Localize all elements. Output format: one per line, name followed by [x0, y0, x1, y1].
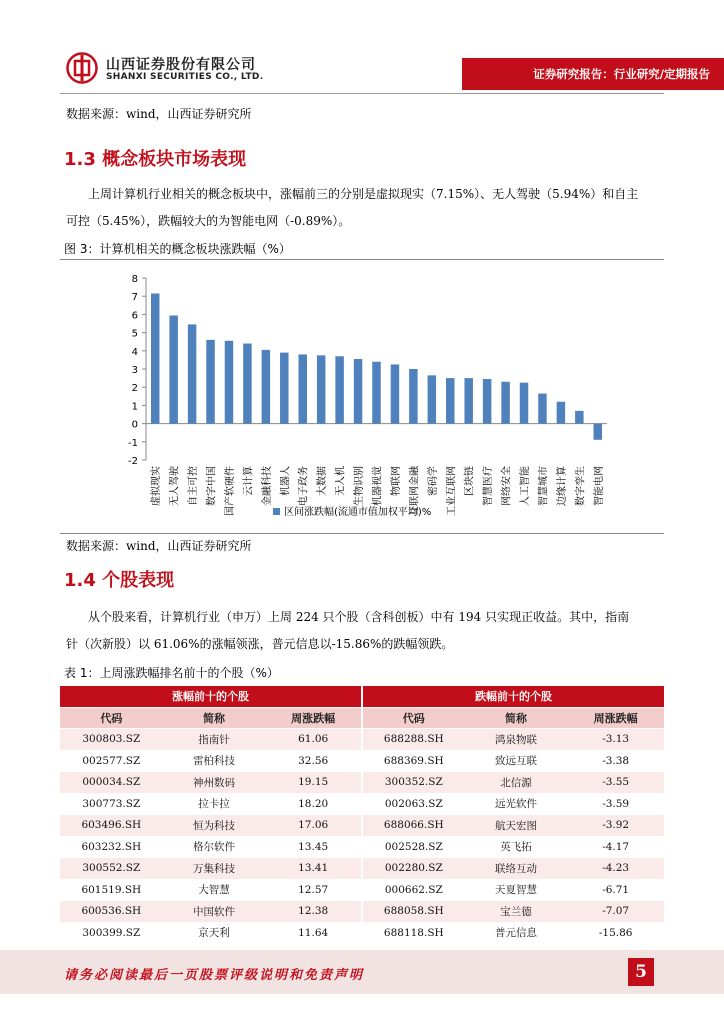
table-cell: 002063.SZ: [362, 793, 465, 815]
y-tick-label: 3: [131, 365, 138, 376]
chart-bar: [372, 362, 380, 424]
table-cell: 300399.SZ: [60, 922, 163, 944]
top-movers-table: [60, 686, 664, 944]
report-type-label: 证券研究报告：行业研究/定期报告: [533, 67, 710, 81]
x-tick-label: 云计算: [243, 466, 255, 496]
chart-bar: [206, 340, 214, 424]
x-tick-label: 人工智能: [520, 466, 532, 506]
table-cell: 13.45: [265, 836, 362, 858]
table-cell: -7.07: [567, 901, 664, 923]
table-cell: 宝兰德: [465, 901, 568, 923]
table-cell: 航天宏图: [465, 815, 568, 837]
y-tick-label: 6: [131, 310, 138, 322]
y-tick-label: -2: [128, 456, 138, 467]
chart-bar: [538, 394, 546, 424]
page-number: 5: [628, 958, 654, 986]
y-tick-label: 5: [131, 328, 138, 340]
x-tick-label: 无人机: [335, 466, 347, 496]
x-tick-label: 互联网金融: [409, 466, 421, 516]
table-row: [60, 858, 664, 880]
y-tick-label: 8: [131, 274, 138, 285]
x-tick-label: 工业互联网: [446, 466, 458, 516]
table-cell: 600536.SH: [60, 901, 163, 923]
chart-bar: [428, 375, 436, 423]
table-cell: 普元信息: [465, 922, 568, 944]
table-cell: 恒为科技: [163, 815, 266, 837]
column-header: 周涨跌幅: [567, 707, 664, 729]
y-tick-label: 1: [131, 401, 138, 413]
chart-bar: [446, 378, 454, 424]
table-cell: -4.23: [567, 858, 664, 880]
paragraph-1-3-line1: 上周计算机行业相关的概念板块中，涨幅前三的分别是虚拟现实（7.15%）、无人驾驶（5.94%）和自主: [88, 187, 639, 201]
x-tick-label: 虚拟现实: [151, 466, 163, 506]
table-cell: 雷柏科技: [163, 750, 266, 772]
group-header-gainers: 涨幅前十的个股: [60, 686, 362, 707]
x-tick-label: 无人驾驶: [169, 466, 181, 506]
chart-bar: [483, 379, 491, 424]
x-tick-label: 机器视觉: [372, 466, 384, 506]
table-cell: 英飞拓: [465, 836, 568, 858]
table-cell: 北信源: [465, 772, 568, 794]
figure-3-source: 数据来源：wind，山西证券研究所: [66, 539, 252, 553]
table-cell: 鸿泉物联: [465, 729, 568, 751]
header-divider: [60, 93, 664, 94]
chart-bar: [557, 402, 565, 424]
x-tick-label: 自主可控: [188, 466, 200, 506]
table-cell: 601519.SH: [60, 879, 163, 901]
table-row: [60, 729, 664, 751]
x-tick-label: 智能电网: [593, 466, 605, 506]
table-cell: 格尔软件: [163, 836, 266, 858]
table-cell: -4.17: [567, 836, 664, 858]
figure-bottom-rule: [60, 533, 664, 534]
company-name-cn: 山西证券股份有限公司: [106, 57, 256, 73]
column-header: 周涨跌幅: [265, 707, 362, 729]
chart-bar: [409, 369, 417, 424]
table-cell: -3.92: [567, 815, 664, 837]
chart-bar: [188, 324, 196, 423]
x-tick-label: 电子政务: [298, 466, 310, 506]
table-row: [60, 750, 664, 772]
table-cell: 17.06: [265, 815, 362, 837]
chart-bar: [335, 356, 343, 423]
table-row: [60, 815, 664, 837]
table-cell: 688066.SH: [362, 815, 465, 837]
table-cell: 300773.SZ: [60, 793, 163, 815]
x-tick-label: 国产软硬件: [224, 466, 236, 516]
report-type-banner: [462, 58, 724, 90]
table-cell: 天夏智慧: [465, 879, 568, 901]
section-title-1-3: 1.3 概念板块市场表现: [64, 149, 247, 170]
table-cell: 688369.SH: [362, 750, 465, 772]
legend-label: 区间涨跌幅(流通市值加权平均)%: [284, 507, 432, 518]
table-cell: 688288.SH: [362, 729, 465, 751]
column-header: 简称: [163, 707, 266, 729]
page-footer: [0, 950, 724, 994]
chart-bar: [151, 293, 159, 423]
table-cell: 688118.SH: [362, 922, 465, 944]
chart-bar: [501, 382, 509, 424]
column-header: 代码: [60, 707, 163, 729]
chart-bar: [575, 411, 583, 424]
paragraph-1-4-line2: 针（次新股）以 61.06%的涨幅领涨，普元信息以-15.86%的跌幅领跌。: [66, 637, 454, 651]
table-1-title: 表 1：上周涨跌幅排名前十的个股（%）: [64, 666, 279, 680]
table-cell: 远光软件: [465, 793, 568, 815]
table-cell: 拉卡拉: [163, 793, 266, 815]
table-cell: 万集科技: [163, 858, 266, 880]
table-cell: 神州数码: [163, 772, 266, 794]
column-header: 代码: [362, 707, 465, 729]
table-cell: 002577.SZ: [60, 750, 163, 772]
table-cell: 联络互动: [465, 858, 568, 880]
table-row: [60, 922, 664, 944]
table-cell: -3.38: [567, 750, 664, 772]
table-cell: 12.57: [265, 879, 362, 901]
table-row: [60, 836, 664, 858]
group-header-losers: 跌幅前十的个股: [362, 686, 664, 707]
table-cell: 12.38: [265, 901, 362, 923]
x-tick-label: 数字中国: [206, 466, 218, 506]
paragraph-1-4-line1: 从个股来看，计算机行业（申万）上周 224 只个股（含科创板）中有 194 只实现正收益。其中，指南: [88, 610, 630, 624]
table-cell: 中国软件: [163, 901, 266, 923]
disclaimer-note: 请务必阅读最后一页股票评级说明和免责声明: [64, 968, 365, 983]
table-cell: 300552.SZ: [60, 858, 163, 880]
table-cell: 000034.SZ: [60, 772, 163, 794]
table-cell: 000662.SZ: [362, 879, 465, 901]
y-tick-label: 4: [131, 346, 138, 358]
company-logo-icon: [66, 52, 98, 84]
table-cell: 300352.SZ: [362, 772, 465, 794]
table-row: [60, 793, 664, 815]
x-tick-label: 区块链: [464, 466, 476, 496]
x-tick-label: 数字孪生: [575, 466, 587, 506]
figure-3-title: 图 3：计算机相关的概念板块涨跌幅（%）: [64, 242, 291, 256]
x-tick-label: 物联网: [390, 466, 402, 496]
table-cell: -3.59: [567, 793, 664, 815]
figure-top-rule: [60, 259, 664, 260]
table-cell: 61.06: [265, 729, 362, 751]
company-name-en: SHANXI SECURITIES CO., LTD.: [106, 72, 264, 82]
x-tick-label: 生物识别: [354, 466, 366, 506]
table-cell: 002528.SZ: [362, 836, 465, 858]
table-row: [60, 772, 664, 794]
x-tick-label: 边缘计算: [556, 466, 568, 506]
chart-bar: [225, 341, 233, 424]
paragraph-1-3-line2: 可控（5.45%），跌幅较大的为智能电网（-0.89%）。: [66, 214, 351, 228]
table-cell: -3.13: [567, 729, 664, 751]
section-title-1-4: 1.4 个股表现: [64, 570, 175, 591]
chart-bar: [243, 344, 251, 424]
chart-bar: [391, 364, 399, 423]
chart-bar: [262, 350, 270, 424]
y-tick-label: -1: [128, 437, 138, 449]
table-cell: 603496.SH: [60, 815, 163, 837]
x-tick-label: 网络安全: [501, 466, 513, 506]
chart-bar: [594, 424, 602, 440]
x-tick-label: 金融科技: [261, 466, 273, 506]
table-cell: 19.15: [265, 772, 362, 794]
x-tick-label: 智慧医疗: [483, 466, 495, 506]
table-cell: 300803.SZ: [60, 729, 163, 751]
table-cell: 603232.SH: [60, 836, 163, 858]
chart-bar: [317, 355, 325, 423]
table-cell: 指南针: [163, 729, 266, 751]
chart-bar: [354, 359, 362, 424]
table-cell: 688058.SH: [362, 901, 465, 923]
legend-swatch: [273, 508, 280, 515]
chart-bar: [280, 353, 288, 424]
table-cell: -3.55: [567, 772, 664, 794]
table-cell: 11.64: [265, 922, 362, 944]
x-tick-label: 机器人: [280, 466, 292, 496]
table-cell: 致远互联: [465, 750, 568, 772]
source-note-top: 数据来源：wind，山西证券研究所: [66, 107, 252, 121]
page-header: [0, 0, 724, 100]
x-tick-label: 大数据: [317, 466, 329, 496]
table-cell: 京天利: [163, 922, 266, 944]
y-tick-label: 0: [131, 419, 138, 431]
table-cell: -6.71: [567, 879, 664, 901]
table-cell: 18.20: [265, 793, 362, 815]
table-row: [60, 901, 664, 923]
table-row: [60, 879, 664, 901]
table-cell: -15.86: [567, 922, 664, 944]
table-cell: 大智慧: [163, 879, 266, 901]
chart-bar: [520, 383, 528, 424]
concept-sector-bar-chart: [60, 262, 664, 534]
table-cell: 13.41: [265, 858, 362, 880]
chart-bar: [298, 354, 306, 423]
chart-bar: [464, 378, 472, 424]
table-cell: 002280.SZ: [362, 858, 465, 880]
y-tick-label: 2: [131, 383, 138, 395]
chart-bar: [169, 315, 177, 423]
column-header: 简称: [465, 707, 568, 729]
table-cell: 32.56: [265, 750, 362, 772]
x-tick-label: 智慧城市: [538, 466, 550, 506]
y-tick-label: 7: [131, 292, 138, 304]
x-tick-label: 密码学: [427, 466, 439, 496]
